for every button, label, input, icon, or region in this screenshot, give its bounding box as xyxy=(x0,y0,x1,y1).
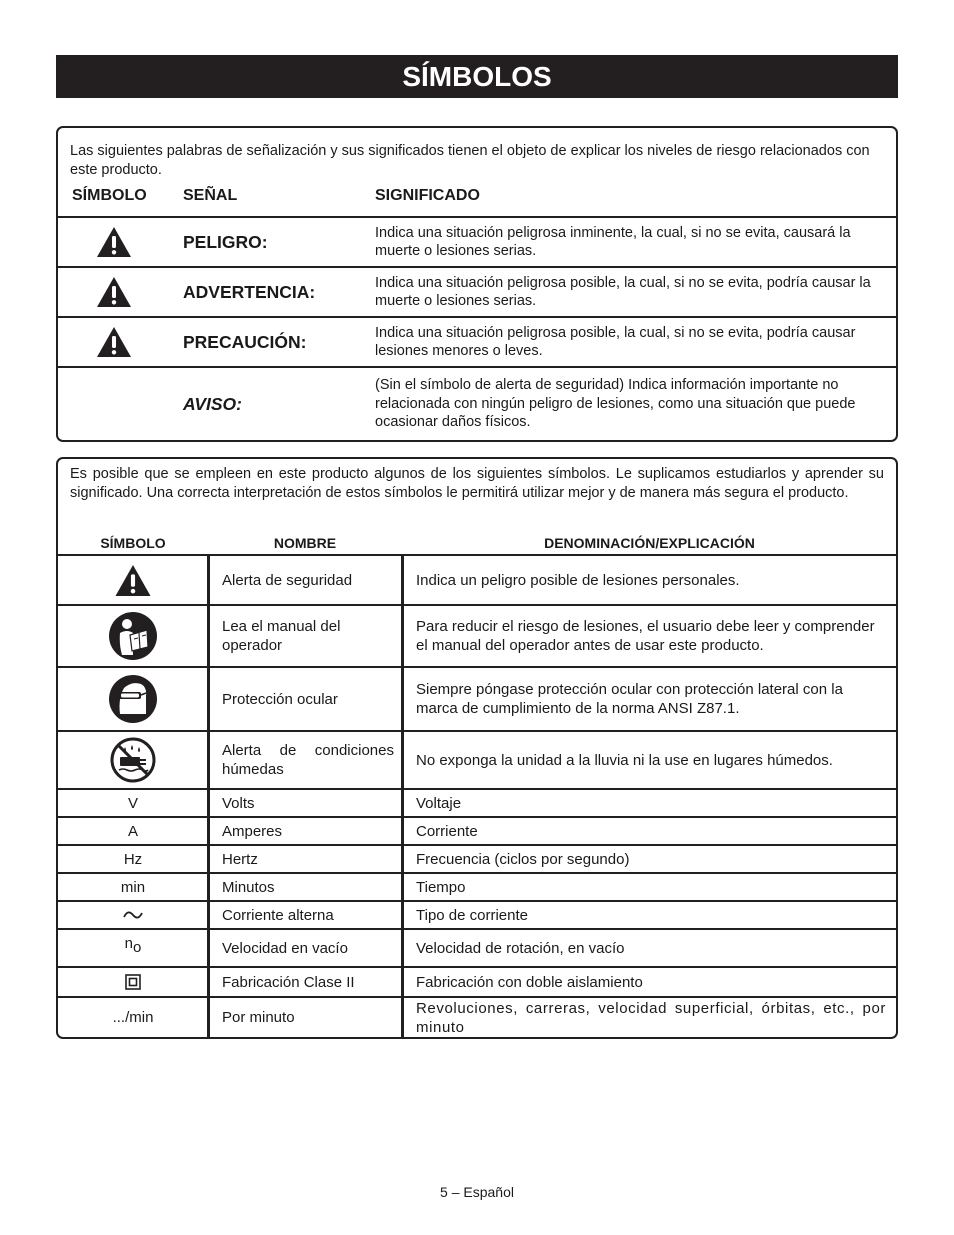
symbol-explanation: Corriente xyxy=(416,822,478,840)
signal-words-box xyxy=(56,126,898,442)
symbol-explanation: Indica un peligro posible de lesiones personales. xyxy=(416,571,740,589)
symbol-explanation: Tipo de corriente xyxy=(416,906,529,924)
symbol-explanation: Voltaje xyxy=(416,794,462,812)
no-wet-conditions-icon xyxy=(58,732,208,788)
symbol-row xyxy=(58,844,896,872)
signal-row xyxy=(58,266,896,316)
symbols-intro: Es posible que se empleen en este producto algunos de los siguientes símbolos. Le suplicamos estudiarlos y aprender su significado. Una correcta interpretación de estos símbolos le permitirá utilizar mejor y de manera más segura el producto. xyxy=(70,466,884,501)
page-footer: 5 – Español xyxy=(440,1184,514,1200)
header-explanation: DENOMINACIÓN/EXPLICACIÓN xyxy=(544,535,755,551)
eye-protection-icon xyxy=(58,668,208,730)
symbol-row xyxy=(58,730,896,788)
column-divider xyxy=(207,554,210,1037)
symbol-text xyxy=(58,930,208,966)
symbol-explanation: Fabricación con doble aislamiento xyxy=(416,973,643,991)
warning-triangle-icon xyxy=(88,268,140,316)
signal-label: AVISO: xyxy=(183,393,242,414)
symbol-n: n xyxy=(124,935,133,952)
symbol-name: Alerta de condiciones húmedas xyxy=(222,742,394,778)
signal-label: PELIGRO: xyxy=(183,231,268,252)
symbol-name: Protección ocular xyxy=(222,690,338,708)
signal-label: ADVERTENCIA: xyxy=(183,281,316,302)
alternating-current-icon xyxy=(58,902,208,928)
symbol-name: Alerta de seguridad xyxy=(222,571,353,589)
header-symbol: SÍMBOLO xyxy=(72,187,147,204)
symbol-row xyxy=(58,900,896,928)
symbol-row xyxy=(58,604,896,666)
symbol-row xyxy=(58,554,896,604)
symbol-row xyxy=(58,996,896,1037)
symbol-name: Por minuto xyxy=(222,1009,295,1026)
warning-triangle-icon xyxy=(88,318,140,366)
symbol-row xyxy=(58,928,896,966)
symbol-explanation: Tiempo xyxy=(416,878,466,896)
page-title: SÍMBOLOS xyxy=(56,55,898,98)
symbol-name: Lea el manual del operador xyxy=(222,618,341,654)
symbol-name: Hertz xyxy=(222,850,258,868)
symbol-name: Amperes xyxy=(222,822,283,840)
signal-meaning: Indica una situación peligrosa posible, la cual, si no se evita, podría causar la muerte o lesiones serias. xyxy=(375,274,871,309)
signal-row xyxy=(58,366,896,440)
symbol-explanation: No exponga la unidad a la lluvia ni la use en lugares húmedos. xyxy=(416,751,833,769)
signal-intro: Las siguientes palabras de señalización y sus significados tienen el objeto de explicar los niveles de riesgo relacionados con este producto. xyxy=(70,143,870,178)
signal-label: PRECAUCIÓN: xyxy=(183,331,307,352)
symbol-row xyxy=(58,872,896,900)
symbol-row xyxy=(58,816,896,844)
signal-meaning: (Sin el símbolo de alerta de seguridad) Indica información importante no relacionada con ningún peligro de lesiones, como una situación que puede ocasionar daños físicos. xyxy=(375,377,856,431)
symbol-explanation: Siempre póngase protección ocular con protección lateral con la marca de cumplimiento de la norma ANSI Z87.1. xyxy=(416,681,843,717)
symbol-explanation: Revoluciones, carreras, velocidad superficial, órbitas, etc., por minuto xyxy=(416,999,886,1036)
symbol-row xyxy=(58,966,896,996)
signal-meaning: Indica una situación peligrosa posible, la cual, si no se evita, podría causar lesiones menores o leves. xyxy=(375,324,856,359)
header-name: NOMBRE xyxy=(273,535,337,551)
symbol-name: Fabricación Clase II xyxy=(222,973,355,991)
symbol-explanation: Velocidad de rotación, en vacío xyxy=(416,939,625,957)
symbol-subscript: o xyxy=(133,939,142,956)
symbol-name: Velocidad en vacío xyxy=(222,939,348,957)
column-divider xyxy=(401,554,404,1037)
warning-triangle-icon xyxy=(88,218,140,266)
symbols-box xyxy=(56,457,898,1039)
warning-triangle-icon xyxy=(58,556,208,604)
symbol-text: V xyxy=(127,794,138,812)
symbol-row xyxy=(58,666,896,730)
header-symbol: SÍMBOLO xyxy=(100,535,166,551)
symbol-name: Minutos xyxy=(222,878,275,896)
symbol-row xyxy=(58,788,896,816)
read-manual-icon xyxy=(58,606,208,666)
symbol-name: Volts xyxy=(222,794,255,812)
symbol-explanation: Frecuencia (ciclos por segundo) xyxy=(416,850,630,868)
signal-meaning: Indica una situación peligrosa inminente, la cual, si no se evita, causará la muerte o lesiones serias. xyxy=(375,224,851,259)
class-ii-icon xyxy=(58,968,208,996)
symbol-text: A xyxy=(127,822,138,840)
header-meaning: SIGNIFICADO xyxy=(375,187,480,204)
signal-row xyxy=(58,316,896,366)
header-signal: SEÑAL xyxy=(183,187,238,204)
symbol-name: Corriente alterna xyxy=(222,906,334,924)
symbol-text: Hz xyxy=(123,850,143,868)
signal-row xyxy=(58,216,896,266)
symbol-explanation: Para reducir el riesgo de lesiones, el usuario debe leer y comprender el manual del operador antes de usar este producto. xyxy=(416,618,875,654)
symbol-text: .../min xyxy=(112,1009,154,1026)
symbol-text: min xyxy=(120,878,146,896)
